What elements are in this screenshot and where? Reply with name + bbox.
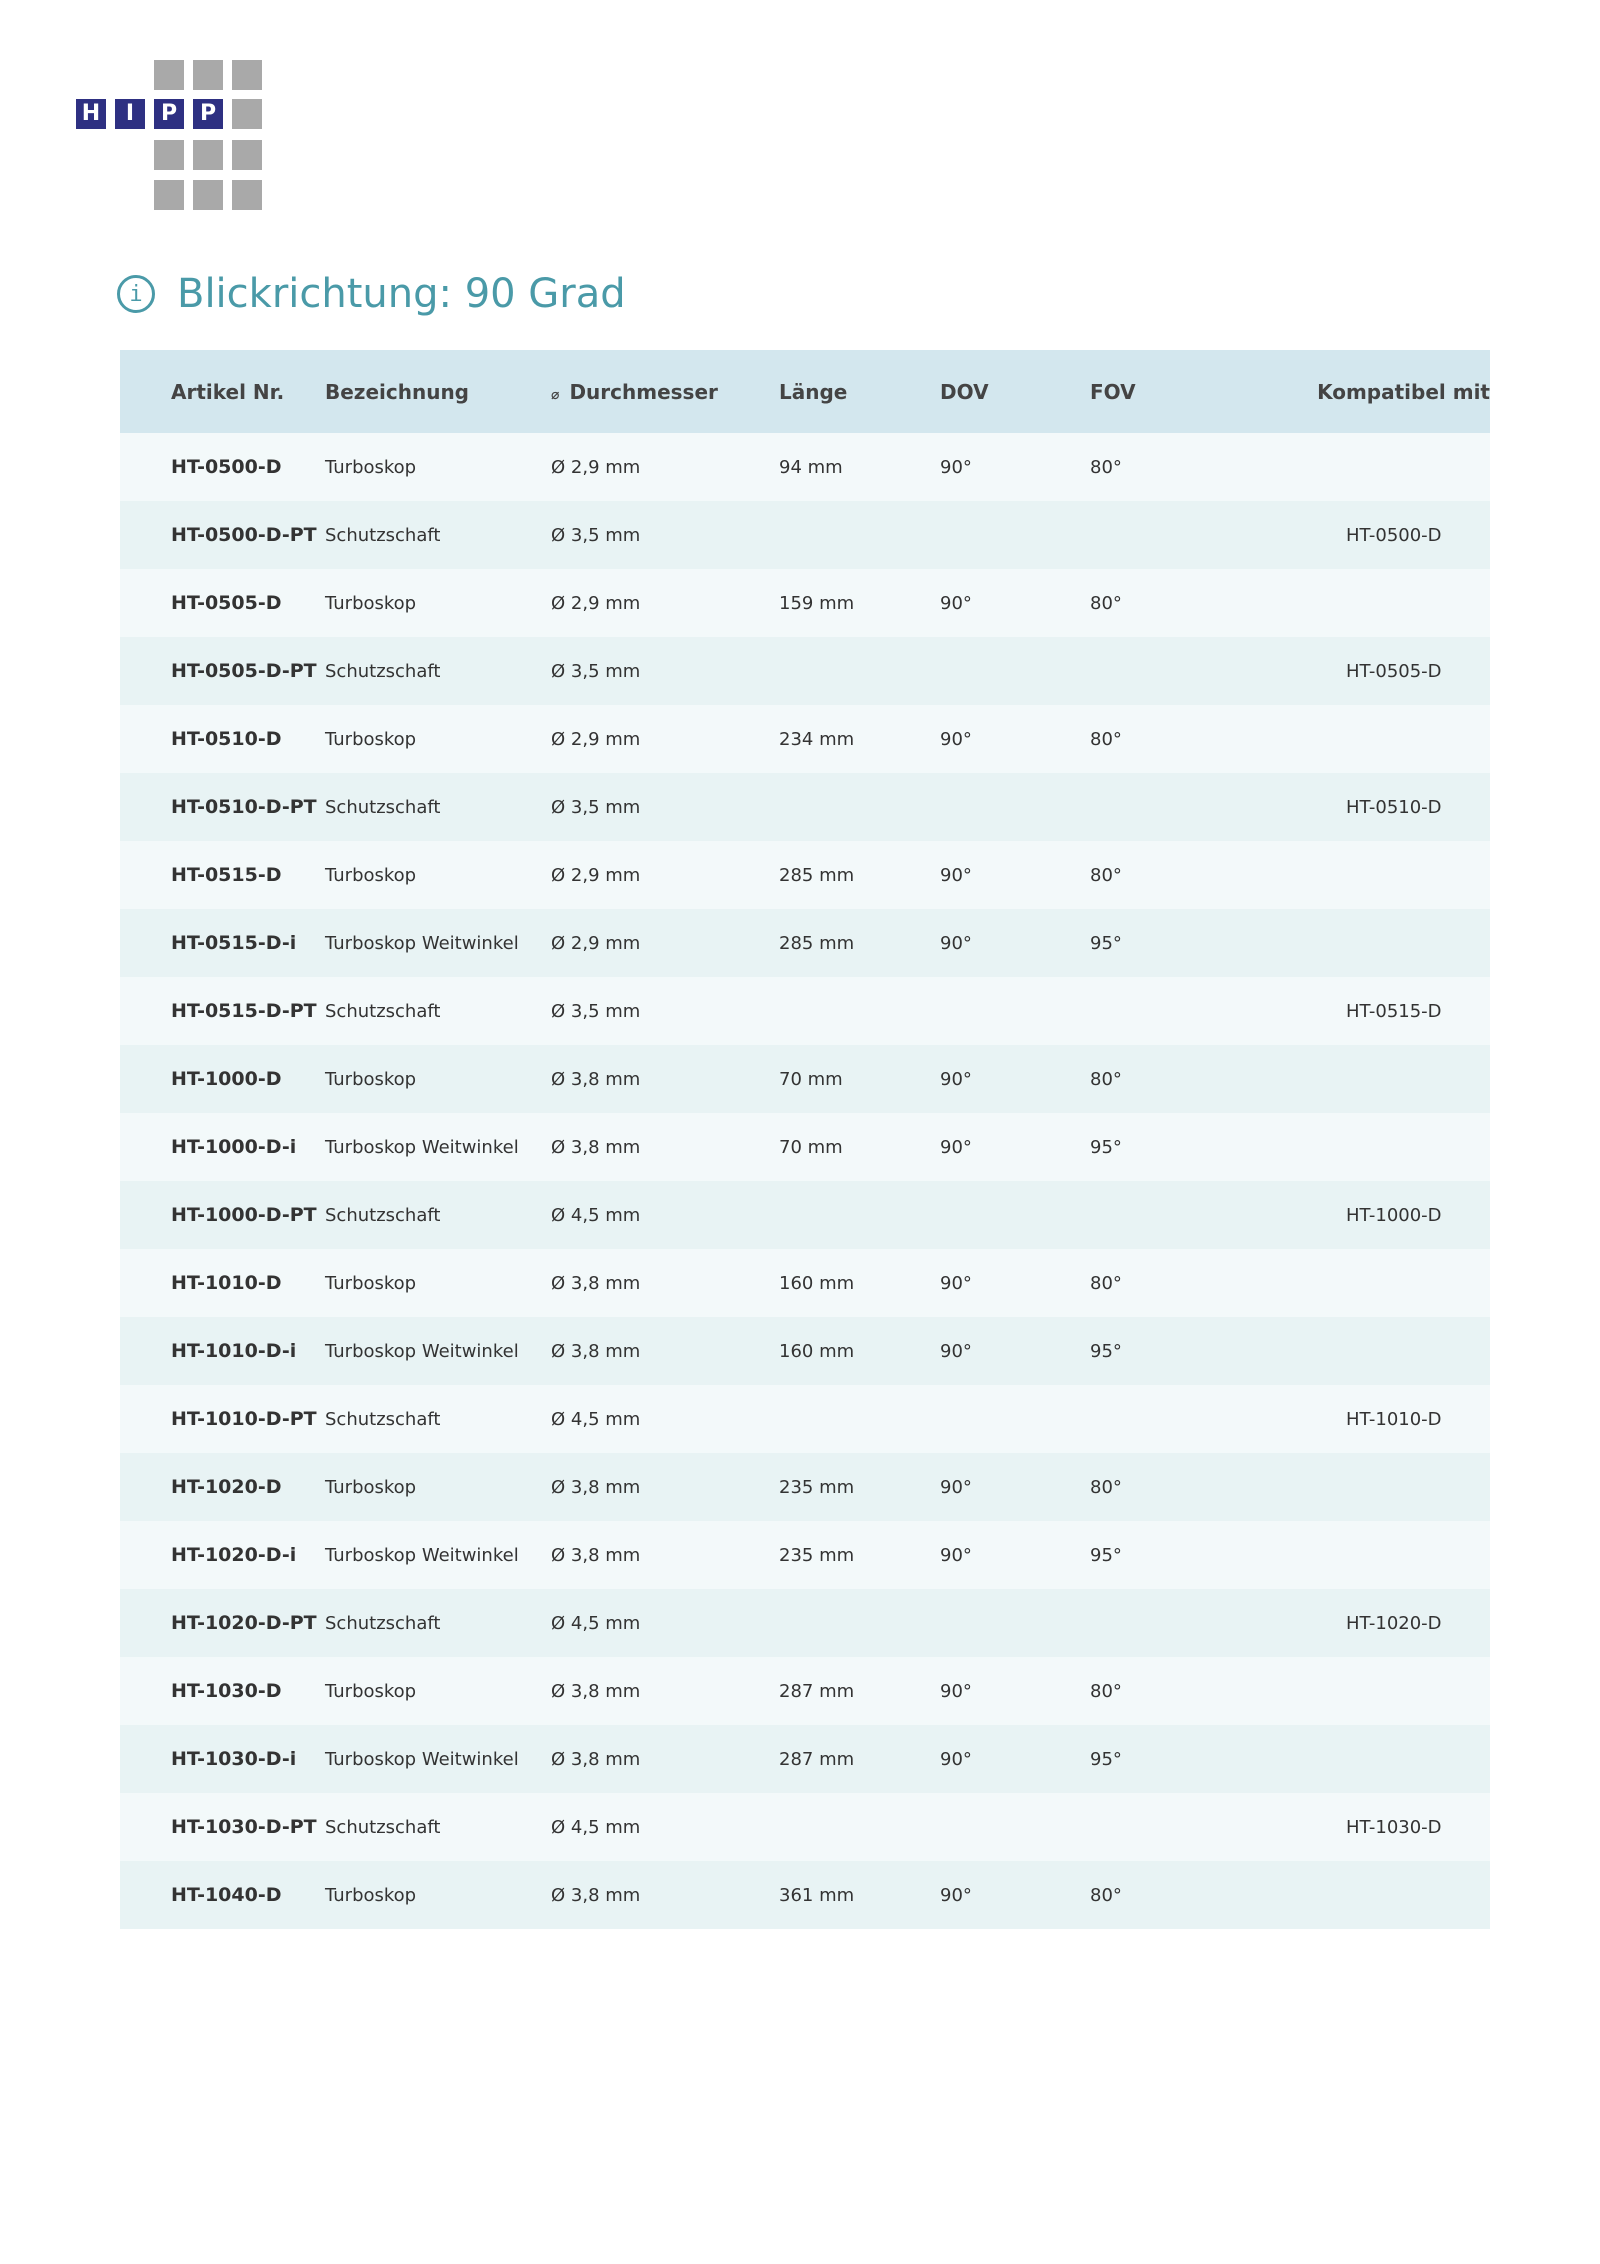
cell-durchmesser: Ø 3,8 mm bbox=[551, 1272, 641, 1294]
cell-dov: 90° bbox=[940, 1136, 972, 1158]
cell-dov: 90° bbox=[940, 932, 972, 954]
cell-durchmesser: Ø 2,9 mm bbox=[551, 864, 641, 886]
cell-kompatibel: HT-1020-D bbox=[1346, 1612, 1442, 1634]
cell-artikel: HT-1010-D-PT bbox=[171, 1408, 317, 1430]
table-row bbox=[120, 433, 1490, 501]
header-kompatibel: Kompatibel mit bbox=[1317, 379, 1490, 404]
table-row bbox=[120, 1045, 1490, 1113]
table-body bbox=[120, 433, 1490, 1929]
cell-artikel: HT-1030-D bbox=[171, 1680, 282, 1702]
cell-durchmesser: Ø 3,8 mm bbox=[551, 1340, 641, 1362]
logo-square bbox=[154, 180, 184, 210]
table-row bbox=[120, 637, 1490, 705]
cell-durchmesser: Ø 3,8 mm bbox=[551, 1748, 641, 1770]
logo-square bbox=[232, 180, 262, 210]
cell-bezeichnung: Schutzschaft bbox=[325, 796, 441, 818]
cell-fov: 95° bbox=[1090, 1340, 1122, 1362]
cell-artikel: HT-0500-D bbox=[171, 456, 282, 478]
cell-artikel: HT-1040-D bbox=[171, 1884, 282, 1906]
logo-square bbox=[232, 60, 262, 90]
cell-bezeichnung: Turboskop bbox=[325, 592, 417, 614]
cell-kompatibel-wrap bbox=[1300, 1613, 1490, 1634]
cell-laenge: 287 mm bbox=[779, 1680, 855, 1702]
cell-laenge: 160 mm bbox=[779, 1340, 855, 1362]
cell-artikel: HT-1010-D bbox=[171, 1272, 282, 1294]
cell-artikel: HT-0515-D bbox=[171, 864, 282, 886]
cell-bezeichnung: Schutzschaft bbox=[325, 1612, 441, 1634]
header-durchmesser bbox=[551, 380, 779, 404]
cell-durchmesser: Ø 4,5 mm bbox=[551, 1612, 641, 1634]
cell-fov: 80° bbox=[1090, 864, 1122, 886]
cell-artikel: HT-0510-D bbox=[171, 728, 282, 750]
cell-fov: 95° bbox=[1090, 1748, 1122, 1770]
table-row bbox=[120, 1113, 1490, 1181]
cell-kompatibel-wrap bbox=[1300, 797, 1490, 818]
table-row bbox=[120, 1181, 1490, 1249]
cell-bezeichnung: Turboskop bbox=[325, 1680, 417, 1702]
cell-artikel: HT-1030-D-PT bbox=[171, 1816, 317, 1838]
cell-fov: 80° bbox=[1090, 1680, 1122, 1702]
cell-artikel: HT-1000-D-i bbox=[171, 1136, 297, 1158]
cell-kompatibel: HT-1030-D bbox=[1346, 1816, 1442, 1838]
page-title: Blickrichtung: 90 Grad bbox=[177, 271, 626, 317]
table-row bbox=[120, 1453, 1490, 1521]
cell-durchmesser: Ø 4,5 mm bbox=[551, 1408, 641, 1430]
cell-fov: 80° bbox=[1090, 1884, 1122, 1906]
logo-square bbox=[154, 140, 184, 170]
cell-bezeichnung: Turboskop bbox=[325, 1068, 417, 1090]
cell-fov: 80° bbox=[1090, 456, 1122, 478]
table-row bbox=[120, 1793, 1490, 1861]
cell-dov: 90° bbox=[940, 728, 972, 750]
cell-bezeichnung: Turboskop Weitwinkel bbox=[325, 1136, 519, 1158]
cell-durchmesser: Ø 3,8 mm bbox=[551, 1136, 641, 1158]
cell-durchmesser: Ø 3,8 mm bbox=[551, 1068, 641, 1090]
table-row bbox=[120, 773, 1490, 841]
cell-durchmesser: Ø 3,8 mm bbox=[551, 1884, 641, 1906]
cell-laenge: 235 mm bbox=[779, 1544, 855, 1566]
cell-durchmesser: Ø 3,8 mm bbox=[551, 1544, 641, 1566]
cell-fov: 80° bbox=[1090, 592, 1122, 614]
diameter-icon: ⌀ bbox=[551, 386, 560, 403]
cell-artikel: HT-0500-D-PT bbox=[171, 524, 317, 546]
logo-square bbox=[154, 60, 184, 90]
cell-durchmesser: Ø 3,5 mm bbox=[551, 524, 641, 546]
cell-durchmesser: Ø 3,5 mm bbox=[551, 660, 641, 682]
cell-laenge: 94 mm bbox=[779, 456, 843, 478]
cell-fov: 80° bbox=[1090, 1068, 1122, 1090]
product-table bbox=[120, 350, 1490, 1929]
cell-dov: 90° bbox=[940, 1476, 972, 1498]
cell-bezeichnung: Turboskop Weitwinkel bbox=[325, 1340, 519, 1362]
cell-dov: 90° bbox=[940, 1748, 972, 1770]
cell-laenge: 285 mm bbox=[779, 932, 855, 954]
cell-kompatibel: HT-0500-D bbox=[1346, 524, 1442, 546]
table-header bbox=[120, 350, 1490, 433]
table-row bbox=[120, 909, 1490, 977]
cell-laenge: 160 mm bbox=[779, 1272, 855, 1294]
logo-square bbox=[232, 99, 262, 129]
cell-artikel: HT-0505-D bbox=[171, 592, 282, 614]
logo-square bbox=[193, 180, 223, 210]
info-icon: i bbox=[117, 275, 155, 313]
cell-bezeichnung: Turboskop Weitwinkel bbox=[325, 1748, 519, 1770]
table-row bbox=[120, 1589, 1490, 1657]
cell-artikel: HT-1000-D bbox=[171, 1068, 282, 1090]
cell-bezeichnung: Schutzschaft bbox=[325, 1408, 441, 1430]
cell-dov: 90° bbox=[940, 1272, 972, 1294]
cell-dov: 90° bbox=[940, 1340, 972, 1362]
cell-fov: 80° bbox=[1090, 728, 1122, 750]
section-heading bbox=[117, 264, 626, 324]
cell-artikel: HT-0515-D-PT bbox=[171, 1000, 317, 1022]
cell-fov: 95° bbox=[1090, 1136, 1122, 1158]
table-row bbox=[120, 1249, 1490, 1317]
cell-laenge: 235 mm bbox=[779, 1476, 855, 1498]
header-bezeichnung: Bezeichnung bbox=[325, 379, 469, 404]
cell-durchmesser: Ø 2,9 mm bbox=[551, 456, 641, 478]
logo-letter: P bbox=[193, 99, 223, 129]
cell-bezeichnung: Turboskop bbox=[325, 456, 417, 478]
cell-kompatibel: HT-0505-D bbox=[1346, 660, 1442, 682]
cell-artikel: HT-1000-D-PT bbox=[171, 1204, 317, 1226]
cell-dov: 90° bbox=[940, 1068, 972, 1090]
cell-dov: 90° bbox=[940, 1884, 972, 1906]
cell-durchmesser: Ø 2,9 mm bbox=[551, 728, 641, 750]
cell-durchmesser: Ø 3,5 mm bbox=[551, 1000, 641, 1022]
logo-square bbox=[193, 140, 223, 170]
logo-square bbox=[232, 140, 262, 170]
cell-durchmesser: Ø 2,9 mm bbox=[551, 592, 641, 614]
cell-fov: 95° bbox=[1090, 1544, 1122, 1566]
cell-kompatibel: HT-0515-D bbox=[1346, 1000, 1442, 1022]
cell-durchmesser: Ø 2,9 mm bbox=[551, 932, 641, 954]
cell-bezeichnung: Schutzschaft bbox=[325, 1000, 441, 1022]
cell-bezeichnung: Turboskop Weitwinkel bbox=[325, 932, 519, 954]
table-row bbox=[120, 1385, 1490, 1453]
table-row bbox=[120, 1657, 1490, 1725]
cell-bezeichnung: Turboskop bbox=[325, 864, 417, 886]
logo-letter: P bbox=[154, 99, 184, 129]
table-row bbox=[120, 1861, 1490, 1929]
cell-laenge: 234 mm bbox=[779, 728, 855, 750]
cell-bezeichnung: Schutzschaft bbox=[325, 660, 441, 682]
cell-bezeichnung: Turboskop Weitwinkel bbox=[325, 1544, 519, 1566]
cell-dov: 90° bbox=[940, 1680, 972, 1702]
cell-laenge: 361 mm bbox=[779, 1884, 855, 1906]
cell-laenge: 70 mm bbox=[779, 1136, 843, 1158]
cell-dov: 90° bbox=[940, 456, 972, 478]
cell-bezeichnung: Turboskop bbox=[325, 1476, 417, 1498]
cell-artikel: HT-0510-D-PT bbox=[171, 796, 317, 818]
table-row bbox=[120, 705, 1490, 773]
header-durchmesser-label: Durchmesser bbox=[569, 379, 718, 404]
table-row bbox=[120, 1521, 1490, 1589]
cell-kompatibel-wrap bbox=[1300, 661, 1490, 682]
hipp-logo bbox=[76, 60, 262, 212]
cell-kompatibel-wrap bbox=[1300, 1817, 1490, 1838]
cell-kompatibel-wrap bbox=[1300, 1001, 1490, 1022]
cell-dov: 90° bbox=[940, 864, 972, 886]
cell-fov: 80° bbox=[1090, 1272, 1122, 1294]
table-row bbox=[120, 1317, 1490, 1385]
header-fov: FOV bbox=[1090, 379, 1136, 404]
cell-artikel: HT-1020-D-i bbox=[171, 1544, 297, 1566]
cell-kompatibel-wrap bbox=[1300, 525, 1490, 546]
cell-kompatibel: HT-1000-D bbox=[1346, 1204, 1442, 1226]
cell-artikel: HT-0515-D-i bbox=[171, 932, 297, 954]
header-laenge: Länge bbox=[779, 379, 848, 404]
cell-durchmesser: Ø 4,5 mm bbox=[551, 1204, 641, 1226]
cell-artikel: HT-1010-D-i bbox=[171, 1340, 297, 1362]
logo-letter: H bbox=[76, 99, 106, 129]
cell-kompatibel-wrap bbox=[1300, 1205, 1490, 1226]
cell-bezeichnung: Turboskop bbox=[325, 1272, 417, 1294]
cell-bezeichnung: Schutzschaft bbox=[325, 524, 441, 546]
table-row bbox=[120, 501, 1490, 569]
cell-kompatibel-wrap bbox=[1300, 1409, 1490, 1430]
header-artikel: Artikel Nr. bbox=[171, 379, 285, 404]
cell-artikel: HT-1020-D bbox=[171, 1476, 282, 1498]
cell-dov: 90° bbox=[940, 592, 972, 614]
cell-fov: 95° bbox=[1090, 932, 1122, 954]
cell-artikel: HT-0505-D-PT bbox=[171, 660, 317, 682]
cell-durchmesser: Ø 3,5 mm bbox=[551, 796, 641, 818]
cell-fov: 80° bbox=[1090, 1476, 1122, 1498]
cell-artikel: HT-1030-D-i bbox=[171, 1748, 297, 1770]
cell-laenge: 159 mm bbox=[779, 592, 855, 614]
cell-kompatibel: HT-0510-D bbox=[1346, 796, 1442, 818]
header-dov: DOV bbox=[940, 379, 989, 404]
cell-laenge: 285 mm bbox=[779, 864, 855, 886]
table-row bbox=[120, 1725, 1490, 1793]
cell-laenge: 70 mm bbox=[779, 1068, 843, 1090]
cell-laenge: 287 mm bbox=[779, 1748, 855, 1770]
logo-square bbox=[193, 60, 223, 90]
cell-bezeichnung: Turboskop bbox=[325, 728, 417, 750]
cell-artikel: HT-1020-D-PT bbox=[171, 1612, 317, 1634]
table-row bbox=[120, 977, 1490, 1045]
logo-letter: I bbox=[115, 99, 145, 129]
cell-durchmesser: Ø 4,5 mm bbox=[551, 1816, 641, 1838]
cell-durchmesser: Ø 3,8 mm bbox=[551, 1680, 641, 1702]
cell-dov: 90° bbox=[940, 1544, 972, 1566]
cell-bezeichnung: Schutzschaft bbox=[325, 1816, 441, 1838]
cell-bezeichnung: Turboskop bbox=[325, 1884, 417, 1906]
table-row bbox=[120, 841, 1490, 909]
cell-bezeichnung: Schutzschaft bbox=[325, 1204, 441, 1226]
cell-kompatibel: HT-1010-D bbox=[1346, 1408, 1442, 1430]
cell-durchmesser: Ø 3,8 mm bbox=[551, 1476, 641, 1498]
table-row bbox=[120, 569, 1490, 637]
